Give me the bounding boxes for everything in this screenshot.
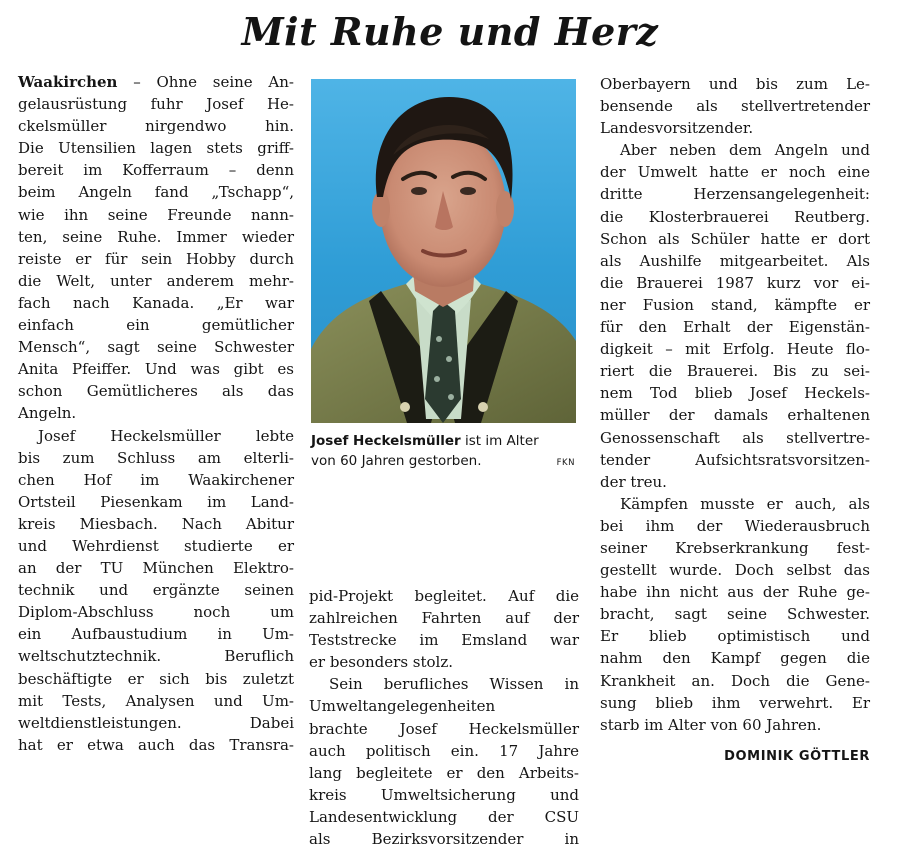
text-line: als Bezirksvorsitzender in <box>309 830 579 849</box>
text-line: beim Angeln fand „Tschapp“, <box>18 183 294 202</box>
text-line: pid-Projekt begleitet. Auf die <box>309 587 579 605</box>
paragraph-2 <box>18 425 294 756</box>
text-line: Oberbayern und bis zum Le- <box>600 75 870 93</box>
text-line: brachte Josef Heckelsmüller <box>309 719 579 738</box>
text-line: Teststrecke im Emsland war <box>309 631 579 650</box>
paragraph-5 <box>600 73 870 139</box>
text-line: Angeln. <box>18 404 77 423</box>
text-line: wie ihn seine Freunde nann- <box>18 205 294 224</box>
text-line: Aber neben dem Angeln und <box>620 141 870 160</box>
author-byline: DOMINIK GÖTTLER <box>724 749 870 764</box>
article-column-2 <box>309 585 579 850</box>
text-line: für den Erhalt der Eigenstän- <box>600 318 870 337</box>
photo-caption <box>311 431 579 473</box>
text-line: hat er etwa auch das Transra- <box>18 735 294 754</box>
text-line: Schon als Schüler hatte er dort <box>600 229 870 248</box>
paragraph-4 <box>309 673 579 850</box>
photo-credit: FKN <box>556 458 575 468</box>
text-line: er besonders stolz. <box>309 653 454 672</box>
text-line: bis zum Schluss am elterli- <box>18 448 294 467</box>
caption-name: Josef Heckelsmüller <box>311 433 461 449</box>
text-line: ten, seine Ruhe. Immer wieder <box>18 227 294 246</box>
text-line: Josef Heckelsmüller lebte <box>38 426 294 445</box>
portrait-photo <box>311 79 576 423</box>
text-line: chen Hof im Waakirchener <box>18 470 294 489</box>
text-line: Krankheit an. Doch die Gene- <box>600 671 870 690</box>
text-line: Landesvorsitzender. <box>600 119 754 138</box>
paragraph-7 <box>600 493 870 736</box>
text-line: starb im Alter von 60 Jahren. <box>600 715 822 734</box>
text-line: gestellt wurde. Doch selbst das <box>600 561 870 580</box>
text-line: an der TU München Elektro- <box>18 559 294 578</box>
text-line: kreis Miesbach. Nach Abitur <box>18 514 294 533</box>
text-line: auch politisch ein. 17 Jahre <box>309 741 579 760</box>
text-line: beschäftigte er sich bis zuletzt <box>18 669 294 688</box>
text-line: ein Aufbaustudium in Um- <box>18 625 294 644</box>
text-line: riert die Brauerei. Bis zu sei- <box>600 362 870 381</box>
text-line: gelausrüstung fuhr Josef He- <box>18 95 294 114</box>
text-line: weltschutztechnik. Beruflich <box>18 647 294 666</box>
portrait-illustration <box>311 79 576 423</box>
text-line: tender Aufsichtsratsvorsitzen- <box>600 450 870 469</box>
text-line: bensende als stellvertretender <box>600 97 870 116</box>
text-line: bracht, sagt seine Schwester. <box>600 605 870 624</box>
paragraph-6 <box>600 139 870 493</box>
text-line: der Umwelt hatte er noch eine <box>600 163 870 182</box>
text-line: seiner Krebserkrankung fest- <box>600 538 870 557</box>
text-line: reiste er für sein Hobby durch <box>18 249 294 268</box>
text-line: Anita Pfeiffer. Und was gibt es <box>18 360 294 379</box>
text-line: die Klosterbrauerei Reutberg. <box>600 207 870 226</box>
text-line: nem Tod blieb Josef Heckels- <box>600 384 870 403</box>
text-line: habe ihn nicht aus der Ruhe ge- <box>600 583 870 602</box>
text-line: bei ihm der Wiederausbruch <box>600 516 870 535</box>
caption-line-1 <box>311 431 579 451</box>
text-line: kreis Umweltsicherung und <box>309 785 579 804</box>
text-line: fach nach Kanada. „Er war <box>18 293 294 312</box>
text-line: Mensch“, sagt seine Schwester <box>18 338 294 357</box>
text-line: der treu. <box>600 472 667 491</box>
article-column-3 <box>600 73 870 736</box>
text-line: mit Tests, Analysen und Um- <box>18 691 294 710</box>
dateline: Waakirchen <box>18 73 118 91</box>
article-column-1 <box>18 71 294 756</box>
caption-line-2 <box>311 451 579 473</box>
text-line: sung blieb ihm verwehrt. Er <box>600 693 870 712</box>
text-line: Genossenschaft als stellvertre- <box>600 428 870 447</box>
text-line: und Wehrdienst studierte er <box>18 536 294 555</box>
paragraph-1 <box>18 71 294 425</box>
text-line <box>18 71 294 93</box>
text-line: Er blieb optimistisch und <box>600 627 870 646</box>
text-line: Die Utensilien lagen stets griff- <box>18 139 294 158</box>
text-line: zahlreichen Fahrten auf der <box>309 609 579 628</box>
text-line-content: – Ohne seine An- <box>117 73 294 91</box>
text-line: technik und ergänzte seinen <box>18 581 294 600</box>
text-line: müller der damals erhaltenen <box>600 406 870 425</box>
text-line: digkeit – mit Erfolg. Heute flo- <box>600 340 870 359</box>
text-line: Umweltangelegenheiten <box>309 697 496 716</box>
text-line: ckelsmüller nirgendwo hin. <box>18 117 294 136</box>
text-line: weltdienstleistungen. Dabei <box>18 713 294 732</box>
text-line: bereit im Kofferraum – denn <box>18 161 294 180</box>
caption-text: ist im Alter <box>460 433 539 449</box>
text-line: einfach ein gemütlicher <box>18 316 294 335</box>
text-line: als Aushilfe mitgearbeitet. Als <box>600 251 870 270</box>
text-line: ner Fusion stand, kämpfte er <box>600 295 870 314</box>
text-line: Sein berufliches Wissen in <box>329 675 579 694</box>
text-line: die Brauerei 1987 kurz vor ei- <box>600 273 870 292</box>
text-line: Diplom-Abschluss noch um <box>18 603 294 622</box>
text-line: schon Gemütlicheres als das <box>18 382 294 401</box>
text-line: Landesentwicklung der CSU <box>309 807 579 826</box>
text-line: dritte Herzensangelegenheit: <box>600 185 870 204</box>
text-line: lang begleitete er den Arbeits- <box>309 763 579 782</box>
paragraph-3 <box>309 585 579 673</box>
text-line: nahm den Kampf gegen die <box>600 649 870 668</box>
text-line: die Welt, unter anderem mehr- <box>18 271 294 290</box>
caption-text: von 60 Jahren gestorben. <box>311 453 482 469</box>
headline: Mit Ruhe und Herz <box>241 9 659 54</box>
text-line: Ortsteil Piesenkam im Land- <box>18 492 294 511</box>
text-line: Kämpfen musste er auch, als <box>620 494 870 513</box>
